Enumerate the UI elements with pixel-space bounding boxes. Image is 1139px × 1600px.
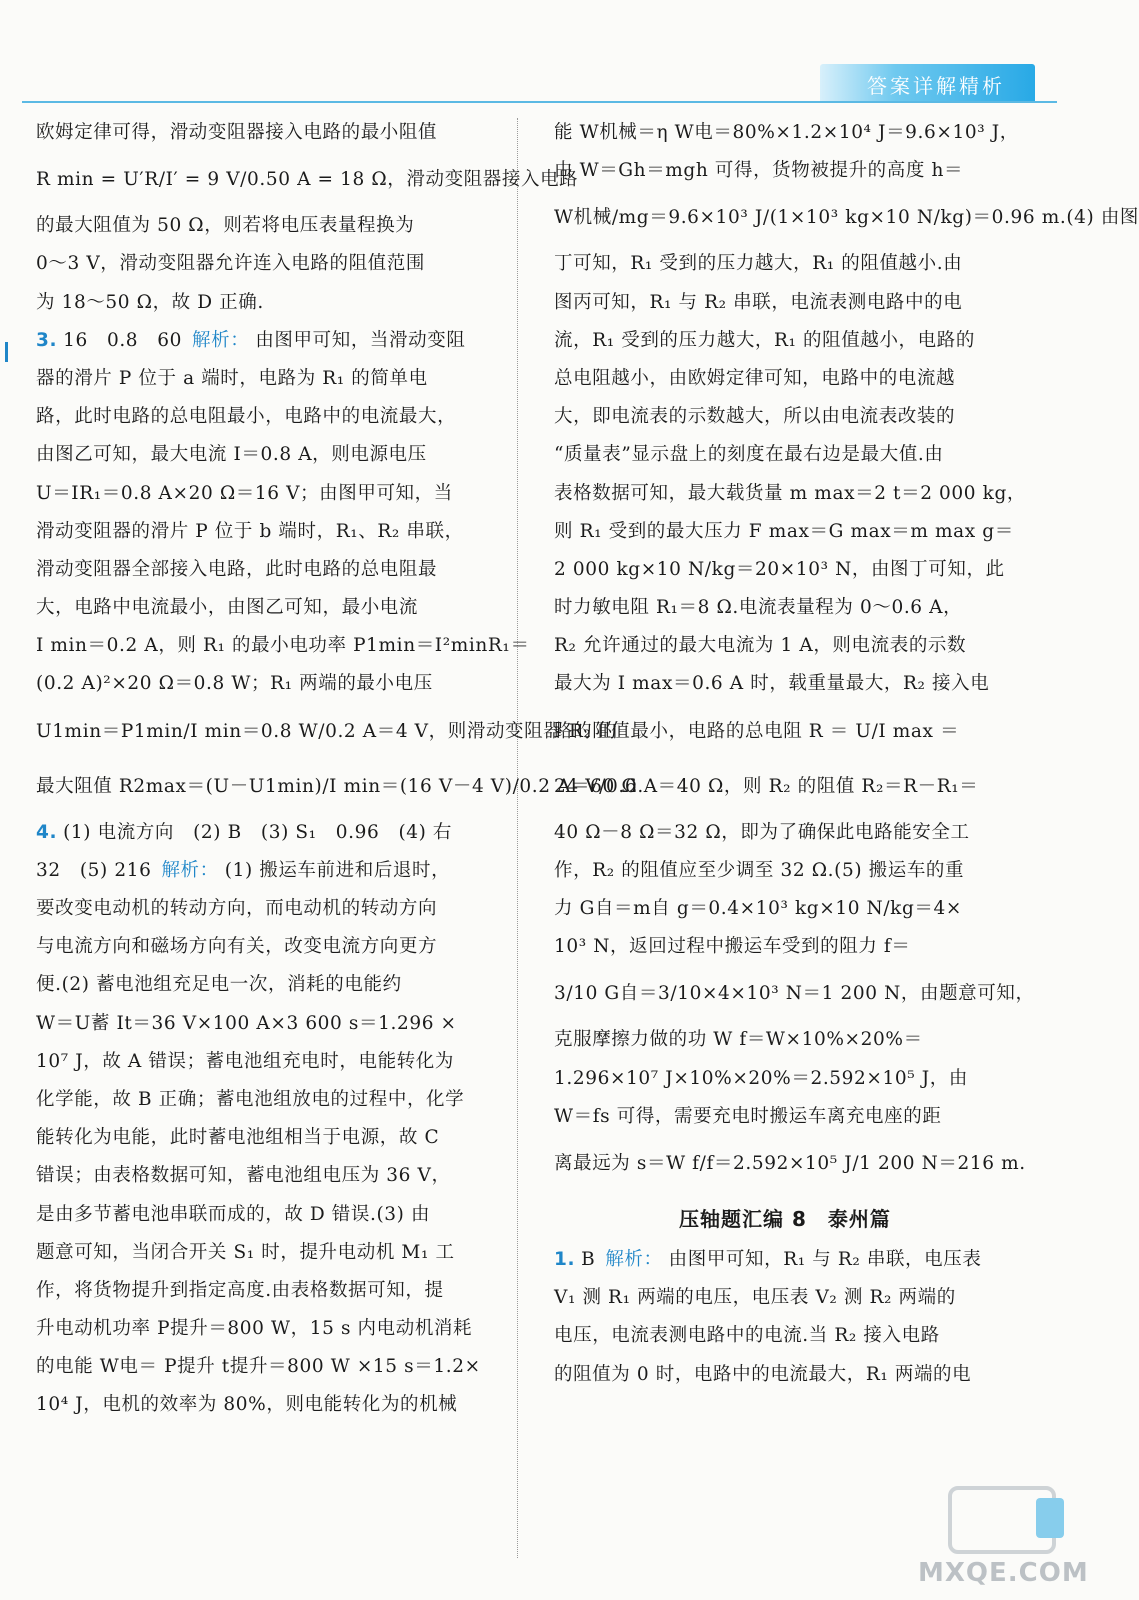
line-text: 10⁷ J，故 A 错误；蓄电池组充电时，电能转化为 bbox=[36, 1050, 454, 1072]
text-line bbox=[36, 890, 496, 928]
header-tab-label: 答案详解精析 bbox=[867, 74, 1005, 98]
watermark-url: MXQE.COM bbox=[918, 1558, 1089, 1588]
text-line bbox=[36, 152, 579, 207]
watermark bbox=[918, 1478, 1089, 1594]
question-number: 1. bbox=[554, 1248, 576, 1270]
line-text: 化学能，故 B 正确；蓄电池组放电的过程中，化学 bbox=[36, 1088, 465, 1110]
text-line bbox=[36, 245, 496, 283]
question-number: 3. bbox=[36, 329, 58, 351]
line-text: 时力敏电阻 R₁＝8 Ω.电流表量程为 0～0.6 A， bbox=[554, 597, 963, 619]
text-line bbox=[36, 398, 496, 436]
text-line bbox=[36, 966, 496, 1004]
text-line bbox=[36, 1348, 496, 1386]
line-text: 40 Ω－8 Ω＝32 Ω，即为了确保此电路能安全工 bbox=[554, 821, 970, 843]
text-line bbox=[554, 551, 1016, 589]
line-text: 最大阻值 R2max＝(U－U1min)/I min＝(16 V－4 V)/0.2 A＝60 Ω. bbox=[36, 775, 644, 797]
text-line bbox=[36, 627, 530, 665]
line-text: W＝fs 可得，需要充电时搬运车离充电座的距 bbox=[554, 1105, 942, 1127]
text-line bbox=[36, 1196, 496, 1234]
text-line bbox=[554, 928, 1016, 966]
text-line bbox=[36, 704, 617, 759]
text-line bbox=[554, 398, 1016, 436]
line-text: 1.296×10⁷ J×10%×20%＝2.592×10⁵ J，由 bbox=[554, 1067, 968, 1089]
text-line bbox=[36, 360, 496, 398]
line-text: 表格数据可知，最大载货量 m max＝2 t＝2 000 kg， bbox=[554, 482, 1026, 504]
text-line bbox=[36, 1119, 496, 1157]
answer-text: 16 0.8 60 bbox=[63, 329, 183, 351]
text-line bbox=[36, 1234, 496, 1272]
text-line bbox=[554, 589, 1016, 627]
text-line bbox=[554, 1021, 1016, 1059]
line-text: 总电阻越小，由欧姆定律可知，电路中的电流越 bbox=[554, 367, 956, 389]
line-text: V₁ 测 R₁ 两端的电压，电压表 V₂ 测 R₂ 两端的 bbox=[554, 1287, 956, 1309]
line-text: 的最大阻值为 50 Ω，则若将电压表量程换为 bbox=[36, 215, 415, 237]
text-line bbox=[554, 284, 1016, 322]
text-line bbox=[554, 513, 1016, 551]
text-line bbox=[36, 665, 496, 703]
text-line bbox=[554, 436, 1016, 474]
line-text: 路的阻值最小，电路的总电阻 R ＝ U/I max ＝ bbox=[554, 720, 960, 742]
line-text: 滑动变阻器全部接入电路，此时电路的总电阻最 bbox=[36, 558, 438, 580]
line-text: 能 W机械＝η W电＝80%×1.2×10⁴ J＝9.6×10³ J， bbox=[554, 122, 1019, 143]
answer-text: (1) 电流方向 (2) B (3) S₁ 0.96 (4) 右 bbox=[63, 821, 453, 843]
text-line bbox=[554, 759, 1016, 814]
text-line bbox=[36, 1386, 496, 1424]
line-text: W＝U蓄 It＝36 V×100 A×3 600 s＝1.296 × bbox=[36, 1012, 457, 1034]
text-line bbox=[36, 852, 496, 890]
text-line bbox=[36, 814, 496, 852]
answer-text: B bbox=[581, 1248, 596, 1270]
text-line bbox=[36, 551, 496, 589]
line-text: 3/10 G自＝3/10×4×10³ N＝1 200 N，由题意可知， bbox=[554, 983, 1035, 1005]
analysis-tag: 解析： bbox=[161, 859, 219, 881]
line-text: 则 R₁ 受到的最大压力 F max＝G max＝m max g＝ bbox=[554, 520, 1014, 542]
line-text: 的电能 W电＝ P提升 t提升＝800 W ×15 s＝1.2× bbox=[36, 1356, 481, 1378]
line-text: 欧姆定律可得，滑动变阻器接入电路的最小阻值 bbox=[36, 122, 438, 143]
line-text: 要改变电动机的转动方向，而电动机的转动方向 bbox=[36, 898, 438, 919]
line-text: 的阻值为 0 时，电路中的电流最大，R₁ 两端的电 bbox=[554, 1363, 972, 1385]
line-text: 10³ N，返回过程中搬运车受到的阻力 f＝ bbox=[554, 936, 911, 958]
text-line bbox=[36, 207, 496, 245]
text-line bbox=[554, 814, 1016, 852]
left-column bbox=[36, 114, 644, 1425]
line-text: 作，将货物提升到指定高度.由表格数据可知，提 bbox=[36, 1279, 444, 1301]
line-text: 最大为 I max＝0.6 A 时，载重量最大，R₂ 接入电 bbox=[554, 673, 990, 695]
line-text: 2 000 kg×10 N/kg＝20×10³ N，由图丁可知，此 bbox=[554, 558, 1005, 580]
text-line bbox=[36, 1157, 496, 1195]
text-line bbox=[36, 284, 496, 322]
text-line bbox=[36, 475, 496, 513]
line-text: 克服摩擦力做的功 W f＝W×10%×20%＝ bbox=[554, 1029, 923, 1051]
margin-marker bbox=[5, 342, 8, 362]
line-text: 10⁴ J，电机的效率为 80%，则电能转化为的机械 bbox=[36, 1394, 458, 1416]
text-line bbox=[554, 114, 1019, 152]
text-line bbox=[36, 1005, 496, 1043]
text-line bbox=[554, 890, 1016, 928]
line-text: 大，即电流表的示数越大，所以由电流表改装的 bbox=[554, 406, 956, 428]
line-text: 路，此时电路的总电阻最小，电路中的电流最大， bbox=[36, 406, 457, 428]
line-text: 流，R₁ 受到的压力越大，R₁ 的阻值越小，电路的 bbox=[554, 329, 975, 351]
text-line bbox=[36, 513, 496, 551]
column-divider bbox=[517, 118, 518, 1558]
watermark-page-icon bbox=[1036, 1498, 1064, 1538]
text-line bbox=[554, 704, 1016, 759]
line-text: 便.(2) 蓄电池组充足电一次，消耗的电能约 bbox=[36, 974, 402, 996]
line-text: 错误；由表格数据可知，蓄电池组电压为 36 V， bbox=[36, 1165, 451, 1187]
line-text: 能转化为电能，此时蓄电池组相当于电源，故 C bbox=[36, 1127, 440, 1149]
right-column bbox=[554, 114, 1139, 1394]
text-line bbox=[554, 1279, 1016, 1317]
line-text: U1min＝P1min/I min＝0.8 W/0.2 A＝4 V，则滑动变阻器 R₂ 的 bbox=[36, 720, 617, 742]
text-line bbox=[554, 1241, 1016, 1279]
text-line bbox=[554, 1060, 1016, 1098]
line-text: U＝IR₁＝0.8 A×20 Ω＝16 V；由图甲可知，当 bbox=[36, 482, 453, 504]
line-text: 由图甲可知，当滑动变阻 bbox=[255, 329, 466, 351]
analysis-tag: 解析： bbox=[605, 1248, 663, 1270]
line-text: 题意可知，当闭合开关 S₁ 时，提升电动机 M₁ 工 bbox=[36, 1241, 455, 1263]
line-text: R₂ 允许通过的最大电流为 1 A，则电流表的示数 bbox=[554, 635, 967, 657]
line-text: W机械/mg＝9.6×10³ J/(1×10³ kg×10 N/kg)＝0.96 m.(4) 由图 bbox=[554, 207, 1139, 229]
section-title: 压轴题汇编 8 泰州篇 bbox=[679, 1206, 891, 1231]
line-text: 大，电路中电流最小，由图乙可知，最小电流 bbox=[36, 597, 419, 619]
line-text: 升电动机功率 P提升＝800 W，15 s 内电动机消耗 bbox=[36, 1318, 473, 1340]
text-line bbox=[554, 152, 1016, 190]
line-text: I min＝0.2 A，则 R₁ 的最小电功率 P1min＝I²minR₁＝ bbox=[36, 635, 530, 657]
text-line bbox=[36, 1310, 496, 1348]
text-line bbox=[36, 1272, 496, 1310]
line-text: 为 18～50 Ω，故 D 正确. bbox=[36, 291, 264, 313]
line-text: 是由多节蓄电池串联而成的，故 D 错误.(3) 由 bbox=[36, 1203, 431, 1225]
text-line bbox=[36, 114, 496, 152]
header-tab bbox=[820, 64, 1035, 102]
line-text: (0.2 A)²×20 Ω＝0.8 W；R₁ 两端的最小电压 bbox=[36, 673, 433, 695]
text-line bbox=[554, 1098, 1016, 1136]
top-rule bbox=[22, 101, 1057, 103]
line-text: 0～3 V，滑动变阻器允许连入电路的阻值范围 bbox=[36, 253, 425, 275]
line-text: (1) 搬运车前进和后退时， bbox=[224, 859, 451, 881]
text-line bbox=[554, 852, 1016, 890]
line-text: 器的滑片 P 位于 a 端时，电路为 R₁ 的简单电 bbox=[36, 367, 428, 389]
answer-text: 32 (5) 216 bbox=[36, 859, 152, 881]
text-line bbox=[36, 928, 496, 966]
text-line bbox=[36, 759, 644, 814]
line-text: 电压，电流表测电路中的电流.当 R₂ 接入电路 bbox=[554, 1325, 940, 1347]
line-text: 由图甲可知，R₁ 与 R₂ 串联，电压表 bbox=[668, 1248, 982, 1270]
line-text: “质量表”显示盘上的刻度在最右边是最大值.由 bbox=[554, 444, 944, 466]
text-line bbox=[554, 360, 1016, 398]
text-line bbox=[554, 1136, 1026, 1191]
line-text: 丁可知，R₁ 受到的压力越大，R₁ 的阻值越小.由 bbox=[554, 253, 963, 275]
line-text: 图丙可知，R₁ 与 R₂ 串联，电流表测电路中的电 bbox=[554, 291, 963, 313]
text-line bbox=[554, 627, 1016, 665]
text-line bbox=[554, 245, 1016, 283]
analysis-tag: 解析： bbox=[192, 329, 250, 351]
line-text: 作，R₂ 的阻值应至少调至 32 Ω.(5) 搬运车的重 bbox=[554, 859, 965, 881]
text-line bbox=[554, 1356, 1016, 1394]
line-text: 滑动变阻器的滑片 P 位于 b 端时，R₁、R₂ 串联， bbox=[36, 520, 464, 542]
text-line bbox=[36, 1043, 496, 1081]
text-line bbox=[554, 190, 1139, 245]
line-text: 力 G自＝m自 g＝0.4×10³ kg×10 N/kg＝4× bbox=[554, 898, 963, 919]
line-text: 由图乙可知，最大电流 I＝0.8 A，则电源电压 bbox=[36, 444, 427, 466]
line-text: 由 W＝Gh＝mgh 可得，货物被提升的高度 h＝ bbox=[554, 160, 964, 182]
text-line bbox=[36, 322, 496, 360]
question-number: 4. bbox=[36, 821, 58, 843]
text-line bbox=[554, 665, 1016, 703]
text-line bbox=[36, 1081, 496, 1119]
text-line bbox=[554, 1317, 1016, 1355]
line-text: 与电流方向和磁场方向有关，改变电流方向更方 bbox=[36, 936, 438, 958]
text-line bbox=[36, 589, 496, 627]
line-text: 24 V/0.6 A＝40 Ω，则 R₂ 的阻值 R₂＝R－R₁＝ bbox=[554, 775, 979, 797]
text-line bbox=[554, 322, 1016, 360]
text-line bbox=[554, 966, 1035, 1021]
text-line bbox=[36, 436, 496, 474]
line-text: R min = U′R/I′ = 9 V/0.50 A = 18 Ω，滑动变阻器接入电路 bbox=[36, 169, 579, 191]
line-text: 离最远为 s＝W f/f＝2.592×10⁵ J/1 200 N＝216 m. bbox=[554, 1152, 1026, 1174]
text-line bbox=[554, 475, 1026, 513]
